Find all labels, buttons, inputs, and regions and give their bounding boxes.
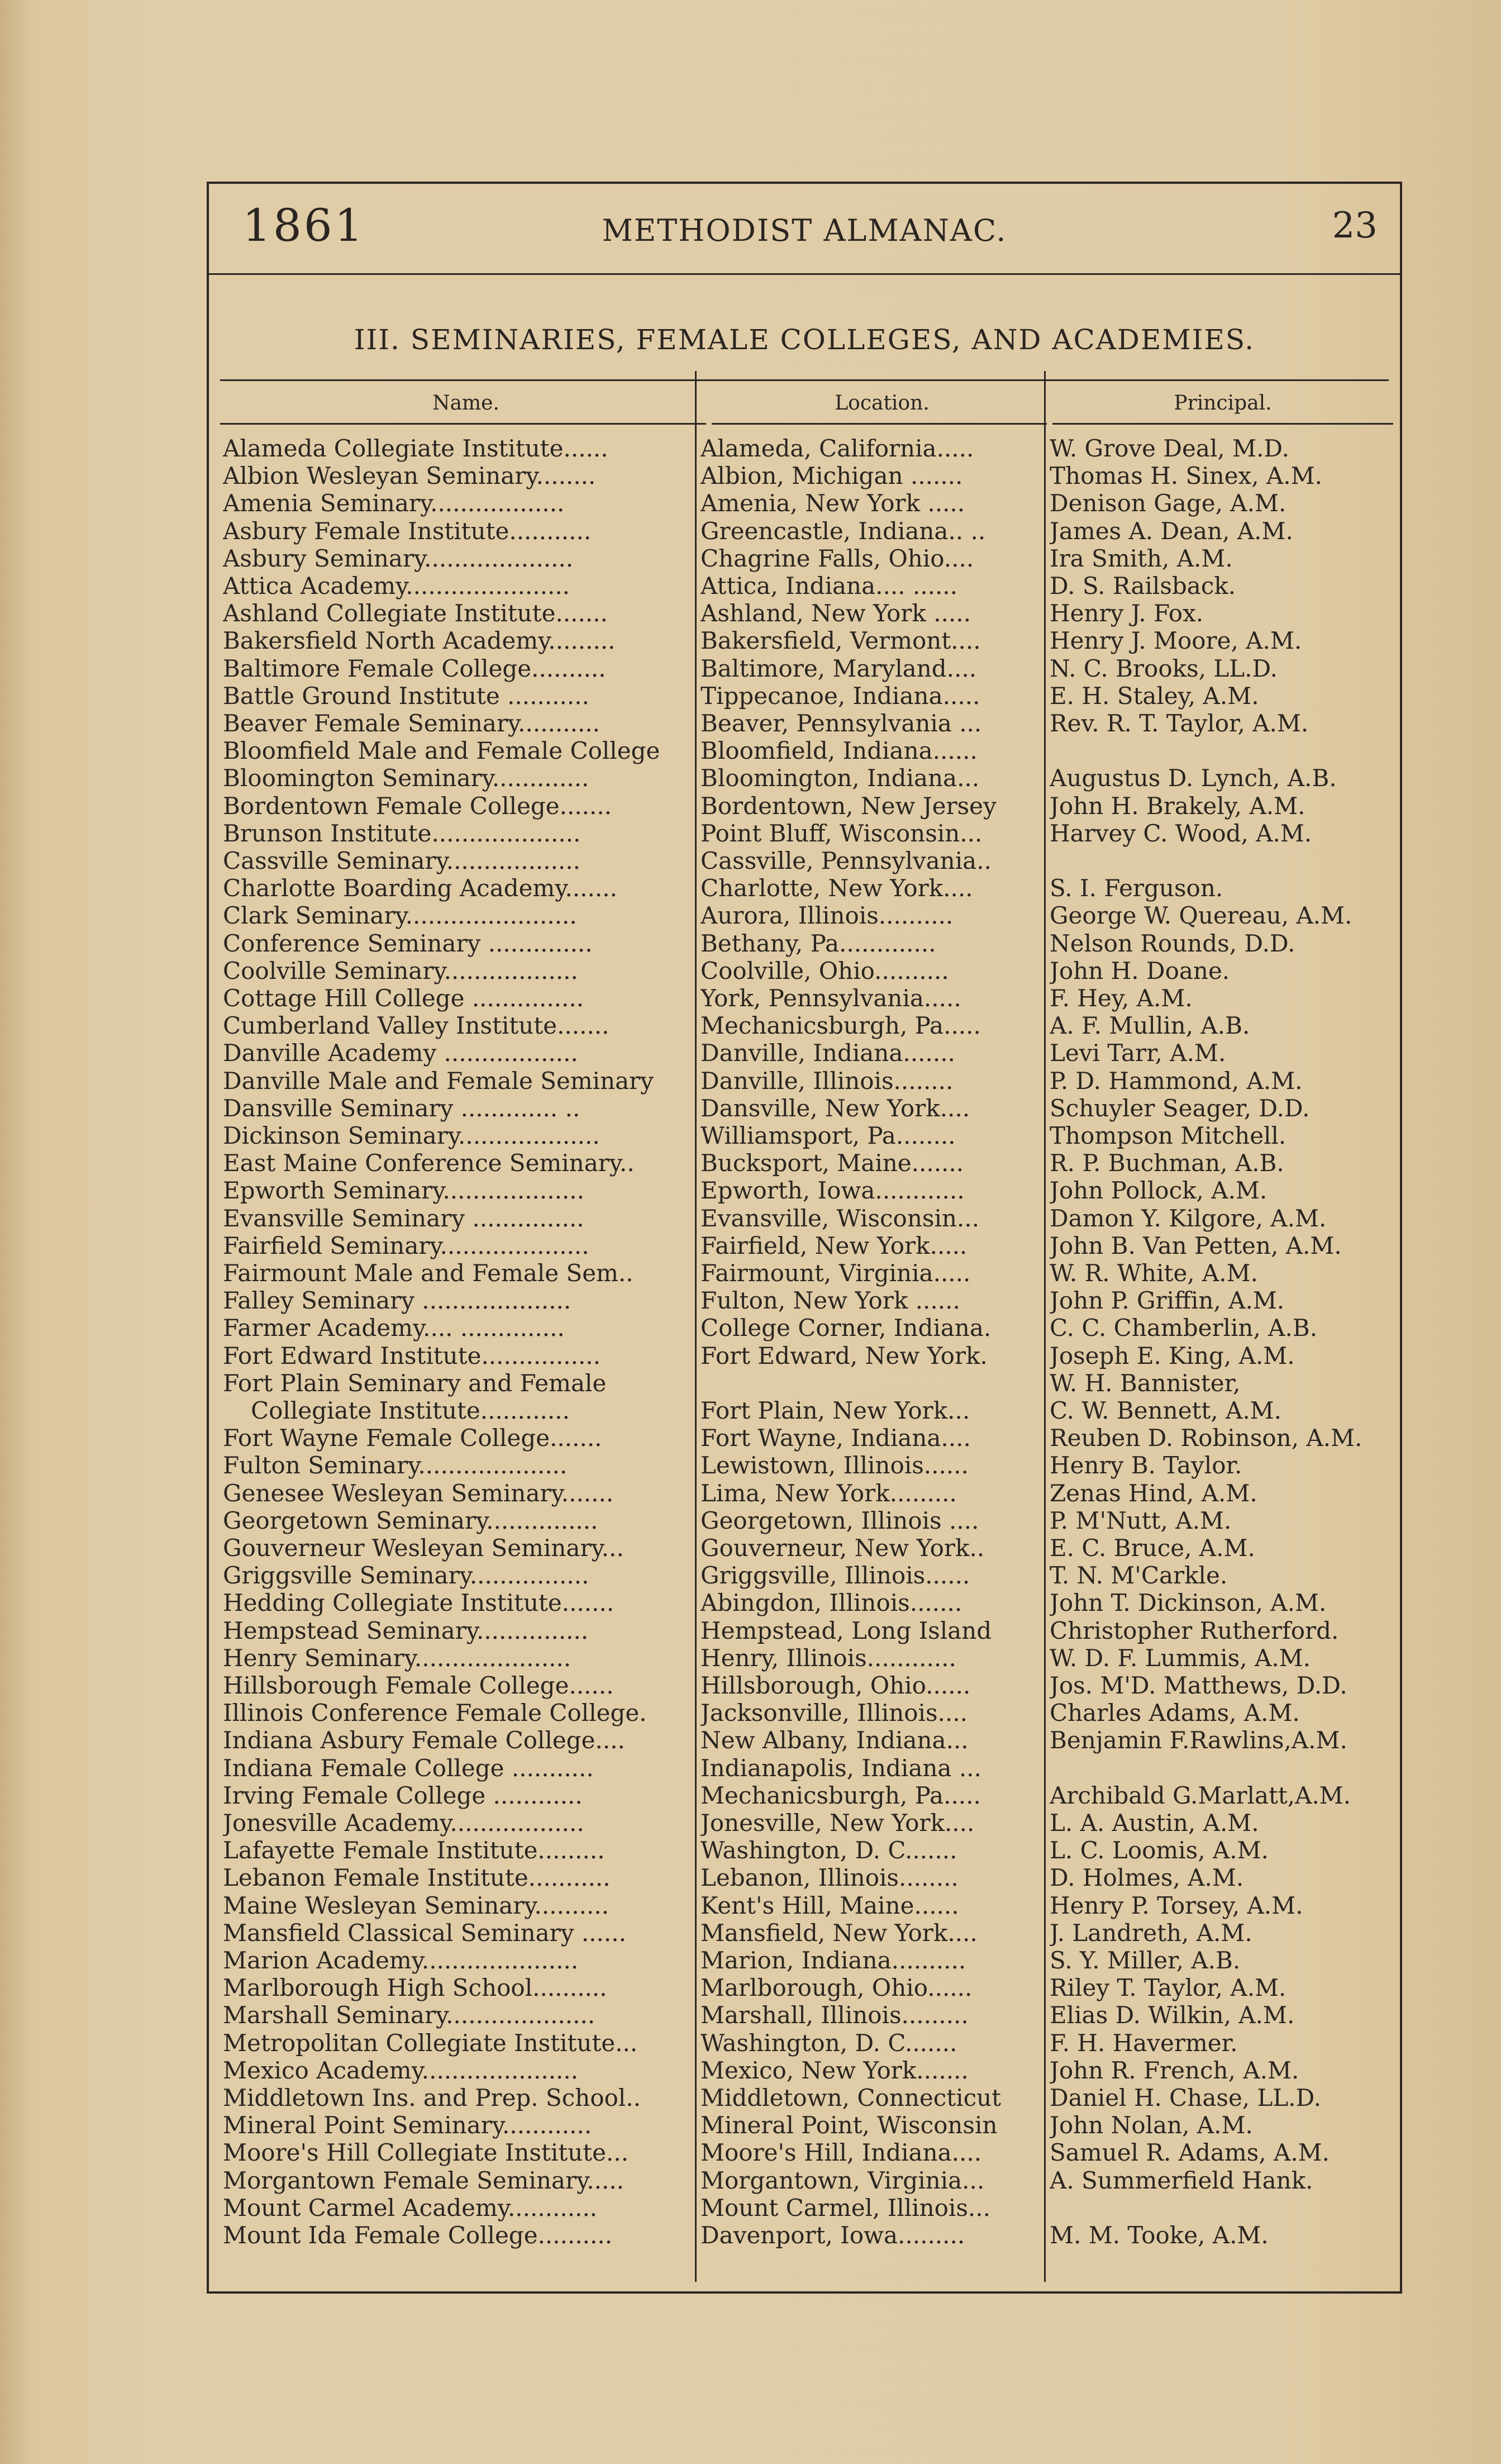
- cell-principal: John P. Griffin, A.M.: [1050, 1287, 1285, 1315]
- cell-name: Irving Female College ............: [223, 1782, 583, 1809]
- cell-location: New Albany, Indiana...: [701, 1727, 969, 1754]
- cell-principal: Reuben D. Robinson, A.M.: [1050, 1425, 1362, 1452]
- cell-name: Lafayette Female Institute.........: [223, 1837, 605, 1864]
- cell-name: Marion Academy.....................: [223, 1947, 579, 1974]
- cell-name: Gouverneur Wesleyan Seminary...: [223, 1535, 624, 1562]
- cell-principal: Thompson Mitchell.: [1050, 1122, 1286, 1149]
- cell-name: Collegiate Institute............: [251, 1397, 570, 1424]
- cell-name: Bakersfield North Academy.........: [223, 627, 616, 655]
- cell-name: Bloomington Seminary.............: [223, 765, 589, 792]
- cell-principal: W. Grove Deal, M.D.: [1050, 435, 1289, 462]
- cell-name: Cassville Seminary..................: [223, 848, 581, 874]
- cell-location: Albion, Michigan .......: [701, 463, 963, 490]
- cell-location: Washington, D. C.......: [701, 2029, 957, 2057]
- cell-location: Fort Plain, New York...: [701, 1397, 970, 1424]
- cell-name: Cumberland Valley Institute.......: [223, 1012, 609, 1040]
- cell-principal: Samuel R. Adams, A.M.: [1050, 2139, 1330, 2167]
- cell-location: Bloomfield, Indiana......: [701, 738, 978, 765]
- cell-principal: J. Landreth, A.M.: [1050, 1919, 1252, 1947]
- cell-name: Clark Seminary.......................: [223, 902, 577, 930]
- cell-location: Jonesville, New York....: [701, 1810, 975, 1837]
- cell-name: Dansville Seminary ............. ..: [223, 1095, 580, 1122]
- cell-location: Amenia, New York .....: [701, 490, 965, 517]
- cell-name: Fulton Seminary....................: [223, 1452, 568, 1480]
- cell-location: Mineral Point, Wisconsin: [701, 2112, 998, 2139]
- cell-location: Moore's Hill, Indiana....: [701, 2139, 982, 2167]
- cell-name: Fort Wayne Female College.......: [223, 1425, 602, 1452]
- cell-principal: Charles Adams, A.M.: [1050, 1700, 1300, 1727]
- cell-principal: L. A. Austin, A.M.: [1050, 1810, 1259, 1837]
- cell-location: Williamsport, Pa........: [701, 1122, 956, 1149]
- cell-principal: T. N. M'Carkle.: [1050, 1562, 1228, 1590]
- cell-name: Henry Seminary.....................: [223, 1644, 571, 1672]
- cell-location: Fairfield, New York.....: [701, 1232, 968, 1259]
- cell-name: Metropolitan Collegiate Institute...: [223, 2029, 638, 2057]
- cell-location: Middletown, Connecticut: [701, 2085, 1002, 2111]
- cell-location: Fairmount, Virginia.....: [701, 1260, 971, 1287]
- cell-location: Hillsborough, Ohio......: [701, 1672, 971, 1699]
- cell-location: Morgantown, Virginia...: [701, 2167, 985, 2194]
- cell-name: Indiana Female College ...........: [223, 1754, 594, 1782]
- cell-location: Aurora, Illinois..........: [701, 902, 954, 930]
- cell-name: Middletown Ins. and Prep. School..: [223, 2085, 641, 2111]
- cell-principal: Archibald G.Marlatt,A.M.: [1050, 1782, 1351, 1809]
- cell-principal: Daniel H. Chase, LL.D.: [1050, 2085, 1322, 2111]
- cell-name: Mexico Academy.....................: [223, 2057, 579, 2084]
- column-header-name: Name.: [432, 392, 499, 415]
- cell-principal: George W. Quereau, A.M.: [1050, 902, 1352, 930]
- cell-principal: Henry B. Taylor.: [1050, 1452, 1242, 1480]
- divider: [220, 423, 706, 425]
- cell-location: Kent's Hill, Maine......: [701, 1892, 959, 1919]
- page-header: [209, 184, 1400, 275]
- cell-name: Cottage Hill College ...............: [223, 985, 584, 1012]
- cell-location: York, Pennsylvania.....: [701, 985, 961, 1012]
- cell-principal: W. D. F. Lummis, A.M.: [1050, 1644, 1311, 1672]
- cell-name: Mount Ida Female College..........: [223, 2222, 613, 2249]
- cell-principal: Zenas Hind, A.M.: [1050, 1480, 1257, 1507]
- cell-location: Gouverneur, New York..: [701, 1535, 985, 1562]
- divider: [1052, 423, 1393, 425]
- cell-principal: Damon Y. Kilgore, A.M.: [1050, 1205, 1327, 1232]
- cell-principal: Nelson Rounds, D.D.: [1050, 930, 1295, 957]
- cell-location: Coolville, Ohio..........: [701, 957, 949, 984]
- cell-principal: M. M. Tooke, A.M.: [1050, 2222, 1269, 2249]
- cell-location: Griggsville, Illinois......: [701, 1562, 970, 1590]
- cell-principal: A. Summerfield Hank.: [1050, 2167, 1313, 2194]
- cell-name: Bloomfield Male and Female College: [223, 738, 660, 765]
- cell-location: Abingdon, Illinois.......: [701, 1590, 962, 1617]
- cell-name: Mineral Point Seminary............: [223, 2112, 592, 2139]
- cell-location: Marshall, Illinois.........: [701, 2002, 969, 2029]
- cell-name: Brunson Institute....................: [223, 820, 581, 847]
- column-divider: [695, 371, 697, 2282]
- cell-location: Charlotte, New York....: [701, 875, 973, 902]
- header-title: METHODIST ALMANAC.: [602, 213, 1007, 248]
- cell-name: Genesee Wesleyan Seminary.......: [223, 1480, 614, 1507]
- cell-principal: N. C. Brooks, LL.D.: [1050, 655, 1278, 682]
- cell-principal: Elias D. Wilkin, A.M.: [1050, 2002, 1295, 2029]
- cell-name: Mansfield Classical Seminary ......: [223, 1919, 626, 1947]
- cell-principal: Rev. R. T. Taylor, A.M.: [1050, 710, 1309, 737]
- cell-name: Fairfield Seminary....................: [223, 1232, 589, 1259]
- cell-location: Georgetown, Illinois ....: [701, 1507, 979, 1534]
- cell-principal: E. C. Bruce, A.M.: [1050, 1535, 1255, 1562]
- cell-principal: C. W. Bennett, A.M.: [1050, 1397, 1282, 1424]
- cell-principal: Henry J. Fox.: [1050, 600, 1204, 627]
- cell-principal: Joseph E. King, A.M.: [1050, 1342, 1295, 1369]
- cell-name: Asbury Female Institute...........: [223, 517, 592, 545]
- cell-location: Chagrine Falls, Ohio....: [701, 545, 974, 572]
- cell-principal: Riley T. Taylor, A.M.: [1050, 1975, 1286, 2002]
- divider: [220, 379, 1389, 381]
- cell-location: Mansfield, New York....: [701, 1919, 978, 1947]
- cell-location: College Corner, Indiana.: [701, 1315, 992, 1342]
- cell-name: Hedding Collegiate Institute.......: [223, 1590, 614, 1617]
- cell-location: Lima, New York.........: [701, 1480, 957, 1507]
- cell-location: Beaver, Pennsylvania ...: [701, 710, 982, 737]
- cell-location: Bakersfield, Vermont....: [701, 627, 981, 655]
- cell-name: Charlotte Boarding Academy.......: [223, 875, 617, 902]
- cell-name: East Maine Conference Seminary..: [223, 1150, 635, 1177]
- column-divider: [1044, 371, 1046, 2282]
- cell-location: Baltimore, Maryland....: [701, 655, 977, 682]
- cell-name: Indiana Asbury Female College....: [223, 1727, 625, 1754]
- cell-principal: D. S. Railsback.: [1050, 573, 1236, 600]
- cell-principal: S. Y. Miller, A.B.: [1050, 1947, 1241, 1974]
- column-header-principal: Principal.: [1174, 392, 1272, 415]
- page-frame: [207, 182, 1402, 2294]
- cell-principal: John Pollock, A.M.: [1050, 1177, 1267, 1205]
- cell-location: Greencastle, Indiana.. ..: [701, 517, 986, 545]
- cell-name: Baltimore Female College..........: [223, 655, 606, 682]
- cell-principal: Christopher Rutherford.: [1050, 1617, 1339, 1644]
- cell-location: Point Bluff, Wisconsin...: [701, 820, 983, 847]
- cell-location: Mount Carmel, Illinois...: [701, 2194, 990, 2222]
- cell-name: Griggsville Seminary................: [223, 1562, 589, 1590]
- cell-location: Danville, Indiana.......: [701, 1040, 955, 1067]
- cell-location: Bordentown, New Jersey: [701, 792, 997, 820]
- cell-principal: John B. Van Petten, A.M.: [1050, 1232, 1342, 1259]
- cell-location: Evansville, Wisconsin...: [701, 1205, 979, 1232]
- cell-principal: Schuyler Seager, D.D.: [1050, 1095, 1310, 1122]
- cell-location: Danville, Illinois........: [701, 1067, 954, 1095]
- cell-principal: John H. Brakely, A.M.: [1050, 792, 1305, 820]
- cell-name: Fairmount Male and Female Sem..: [223, 1260, 633, 1287]
- cell-name: Mount Carmel Academy............: [223, 2194, 598, 2222]
- cell-name: Jonesville Academy..................: [223, 1810, 584, 1837]
- cell-principal: John Nolan, A.M.: [1050, 2112, 1253, 2139]
- cell-location: Cassville, Pennsylvania..: [701, 848, 992, 874]
- cell-principal: Benjamin F.Rawlins,A.M.: [1050, 1727, 1347, 1754]
- cell-location: Ashland, New York .....: [701, 600, 971, 627]
- cell-name: Hempstead Seminary...............: [223, 1617, 589, 1644]
- cell-principal: Augustus D. Lynch, A.B.: [1050, 765, 1337, 792]
- cell-location: Marion, Indiana..........: [701, 1947, 966, 1974]
- cell-location: Washington, D. C.......: [701, 1837, 957, 1864]
- cell-location: Jacksonville, Illinois....: [701, 1700, 968, 1727]
- cell-principal: R. P. Buchman, A.B.: [1050, 1150, 1284, 1177]
- cell-location: Fulton, New York ......: [701, 1287, 960, 1315]
- cell-principal: W. R. White, A.M.: [1050, 1260, 1258, 1287]
- column-header-location: Location.: [835, 392, 930, 415]
- cell-name: Albion Wesleyan Seminary........: [223, 463, 596, 490]
- cell-principal: D. Holmes, A.M.: [1050, 1864, 1244, 1892]
- cell-location: Alameda, California.....: [701, 435, 974, 462]
- cell-location: Fort Edward, New York.: [701, 1342, 988, 1369]
- cell-location: Bucksport, Maine.......: [701, 1150, 964, 1177]
- cell-principal: Levi Tarr, A.M.: [1050, 1040, 1226, 1067]
- cell-name: Fort Edward Institute................: [223, 1342, 601, 1369]
- cell-name: Dickinson Seminary...................: [223, 1122, 600, 1149]
- cell-name: Georgetown Seminary...............: [223, 1507, 598, 1534]
- section-title: III. SEMINARIES, FEMALE COLLEGES, AND ACADEMIES.: [354, 324, 1255, 356]
- cell-name: Illinois Conference Female College.: [223, 1700, 647, 1727]
- cell-principal: C. C. Chamberlin, A.B.: [1050, 1315, 1318, 1342]
- cell-location: Davenport, Iowa.........: [701, 2222, 965, 2249]
- cell-principal: F. Hey, A.M.: [1050, 985, 1193, 1012]
- cell-location: Hempstead, Long Island: [701, 1617, 992, 1644]
- cell-principal: P. D. Hammond, A.M.: [1050, 1067, 1303, 1095]
- cell-name: Coolville Seminary..................: [223, 957, 578, 984]
- cell-name: Alameda Collegiate Institute......: [223, 435, 608, 462]
- cell-location: Attica, Indiana.... ......: [701, 573, 957, 600]
- cell-name: Ashland Collegiate Institute.......: [223, 600, 608, 627]
- cell-principal: A. F. Mullin, A.B.: [1050, 1012, 1250, 1040]
- cell-location: Henry, Illinois............: [701, 1644, 956, 1672]
- cell-principal: James A. Dean, A.M.: [1050, 517, 1293, 545]
- cell-principal: Jos. M'D. Matthews, D.D.: [1050, 1672, 1347, 1699]
- cell-principal: Denison Gage, A.M.: [1050, 490, 1286, 517]
- cell-principal: Henry J. Moore, A.M.: [1050, 627, 1302, 655]
- cell-principal: Harvey C. Wood, A.M.: [1050, 820, 1312, 847]
- cell-name: Epworth Seminary...................: [223, 1177, 585, 1205]
- cell-name: Bordentown Female College.......: [223, 792, 612, 820]
- cell-location: Marlborough, Ohio......: [701, 1975, 973, 2002]
- cell-location: Mechanicsburgh, Pa.....: [701, 1012, 981, 1040]
- cell-name: Asbury Seminary....................: [223, 545, 574, 572]
- cell-location: Dansville, New York....: [701, 1095, 970, 1122]
- cell-name: Maine Wesleyan Seminary..........: [223, 1892, 609, 1919]
- cell-name: Battle Ground Institute ...........: [223, 682, 589, 710]
- cell-principal: John T. Dickinson, A.M.: [1050, 1590, 1327, 1617]
- cell-name: Farmer Academy.... ..............: [223, 1315, 565, 1342]
- cell-name: Marlborough High School..........: [223, 1975, 607, 2002]
- cell-location: Epworth, Iowa............: [701, 1177, 965, 1205]
- cell-location: Tippecanoe, Indiana.....: [701, 682, 980, 710]
- cell-name: Conference Seminary ..............: [223, 930, 593, 957]
- cell-location: Mexico, New York.......: [701, 2057, 969, 2084]
- cell-name: Danville Male and Female Seminary: [223, 1067, 654, 1095]
- cell-name: Evansville Seminary ...............: [223, 1205, 584, 1232]
- cell-location: Bethany, Pa.............: [701, 930, 936, 957]
- cell-principal: John R. French, A.M.: [1050, 2057, 1299, 2084]
- cell-principal: John H. Doane.: [1050, 957, 1230, 984]
- cell-name: Moore's Hill Collegiate Institute...: [223, 2139, 629, 2167]
- cell-name: Morgantown Female Seminary.....: [223, 2167, 625, 2194]
- cell-name: Amenia Seminary..................: [223, 490, 565, 517]
- cell-principal: Henry P. Torsey, A.M.: [1050, 1892, 1303, 1919]
- cell-location: Indianapolis, Indiana ...: [701, 1754, 981, 1782]
- cell-principal: E. H. Staley, A.M.: [1050, 682, 1259, 710]
- cell-principal: Thomas H. Sinex, A.M.: [1050, 463, 1322, 490]
- cell-principal: F. H. Havermer.: [1050, 2029, 1238, 2057]
- cell-location: Bloomington, Indiana...: [701, 765, 980, 792]
- cell-name: Attica Academy......................: [223, 573, 570, 600]
- page-number: 23: [1332, 205, 1378, 246]
- cell-principal: W. H. Bannister,: [1050, 1369, 1241, 1397]
- cell-principal: P. M'Nutt, A.M.: [1050, 1507, 1232, 1534]
- divider: [712, 423, 1047, 425]
- cell-location: Mechanicsburgh, Pa.....: [701, 1782, 981, 1809]
- cell-name: Marshall Seminary....................: [223, 2002, 595, 2029]
- cell-name: Lebanon Female Institute...........: [223, 1864, 611, 1892]
- cell-location: Lebanon, Illinois........: [701, 1864, 959, 1892]
- cell-location: Fort Wayne, Indiana....: [701, 1425, 971, 1452]
- cell-name: Fort Plain Seminary and Female: [223, 1369, 607, 1397]
- cell-principal: L. C. Loomis, A.M.: [1050, 1837, 1269, 1864]
- cell-principal: S. I. Ferguson.: [1050, 875, 1223, 902]
- cell-name: Beaver Female Seminary...........: [223, 710, 601, 737]
- cell-principal: Ira Smith, A.M.: [1050, 545, 1233, 572]
- header-year: 1861: [242, 199, 365, 251]
- cell-name: Hillsborough Female College......: [223, 1672, 614, 1699]
- cell-name: Danville Academy ..................: [223, 1040, 578, 1067]
- cell-location: Lewistown, Illinois......: [701, 1452, 969, 1480]
- cell-name: Falley Seminary ....................: [223, 1287, 571, 1315]
